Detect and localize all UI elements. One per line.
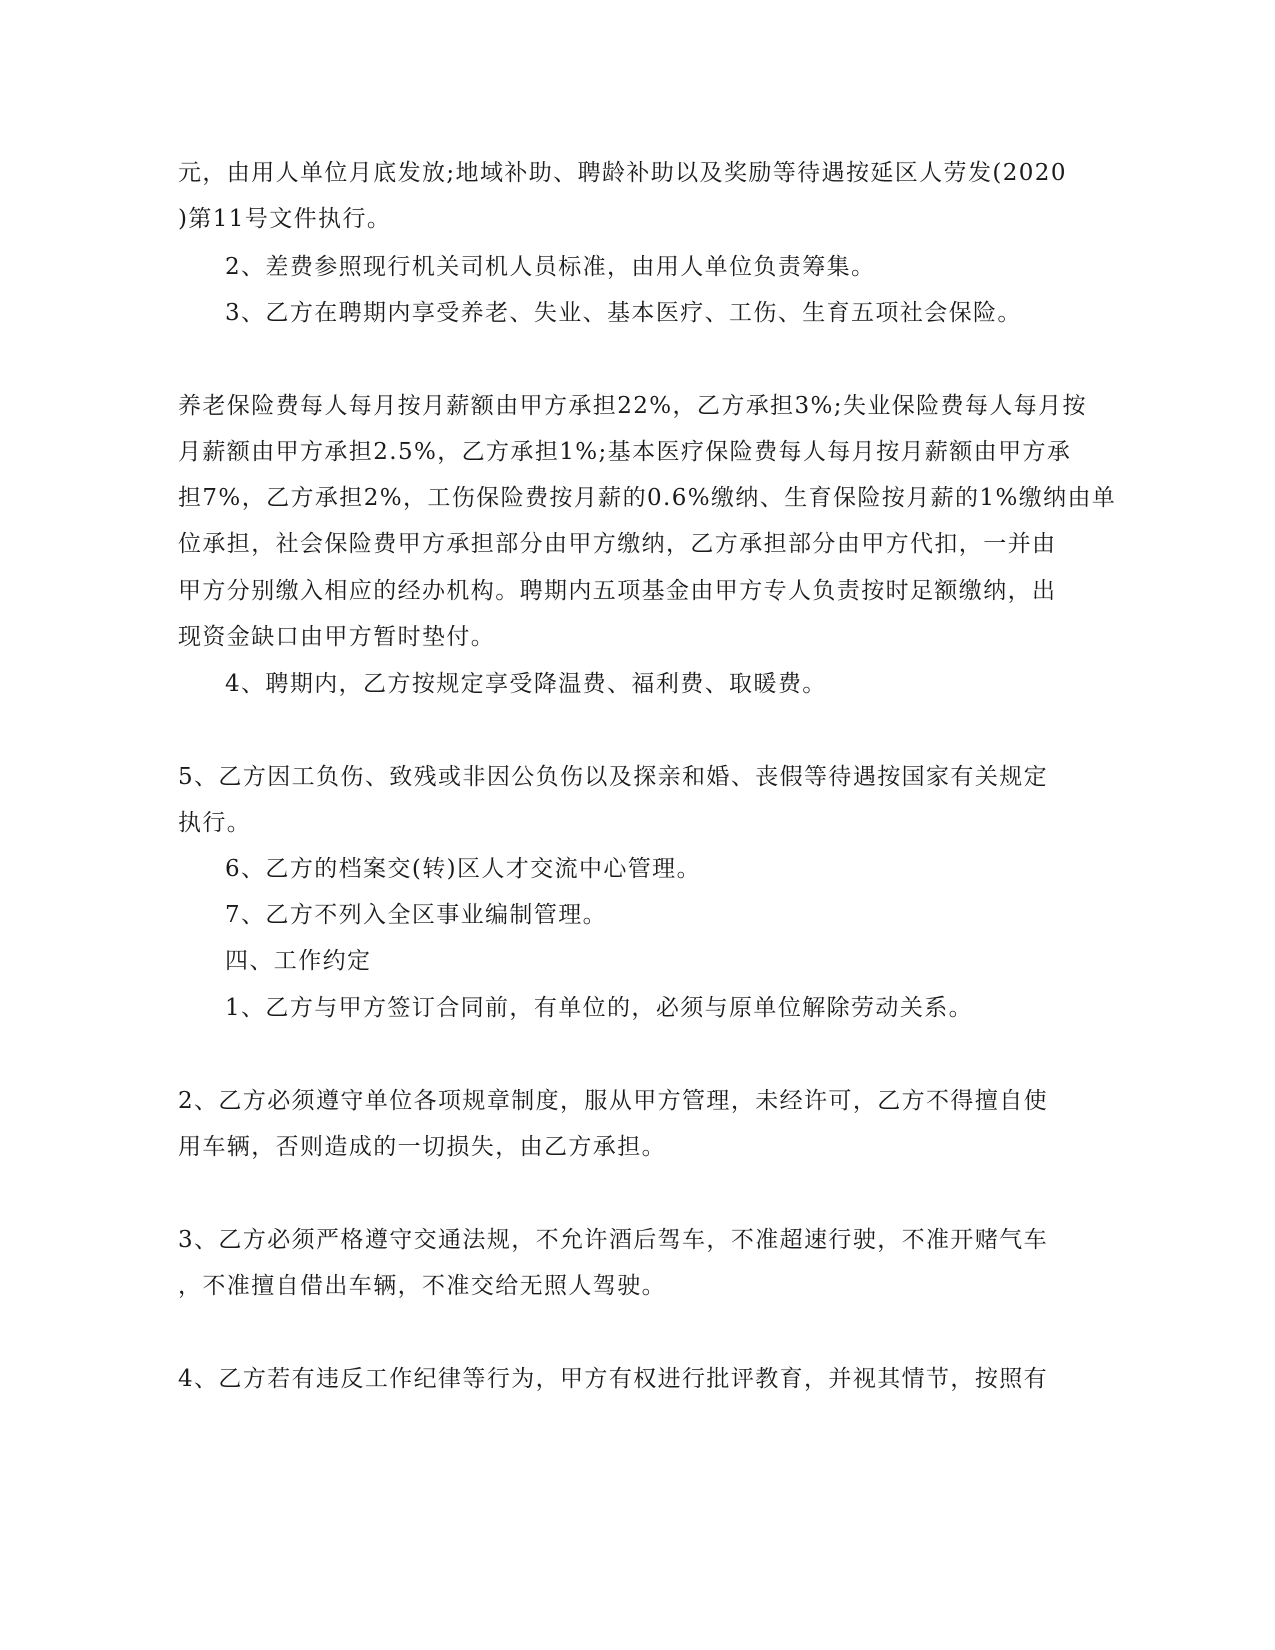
text-line: 6、乙方的档案交(转)区人才交流中心管理。 (225, 856, 701, 882)
text-line: 甲方分别缴入相应的经办机构。聘期内五项基金由甲方专人负责按时足额缴纳，出 (178, 578, 1057, 604)
text-line: 月薪额由甲方承担2.5%，乙方承担1%;基本医疗保险费每人每月按月薪额由甲方承 (178, 439, 1072, 465)
text-line: 4、聘期内，乙方按规定享受降温费、福利费、取暖费。 (225, 671, 827, 697)
text-line: )第11号文件执行。 (178, 206, 392, 232)
section-heading: 四、工作约定 (225, 948, 372, 974)
text-line: 3、乙方在聘期内享受养老、失业、基本医疗、工伤、生育五项社会保险。 (225, 300, 1022, 326)
text-line: 5、乙方因工负伤、致残或非因公负伤以及探亲和婚、丧假等待遇按国家有关规定 (178, 764, 1049, 790)
text-line: 担7%，乙方承担2%，工伤保险费按月薪的0.6%缴纳、生育保险按月薪的1%缴纳由单 (178, 485, 1117, 511)
text-line: 7、乙方不列入全区事业编制管理。 (225, 902, 608, 928)
text-line: 4、乙方若有违反工作纪律等行为，甲方有权进行批评教育，并视其情节，按照有 (178, 1366, 1049, 1392)
text-line: 执行。 (178, 810, 252, 836)
text-line: 用车辆，否则造成的一切损失，由乙方承担。 (178, 1134, 666, 1160)
text-line: 元，由用人单位月底发放;地域补助、聘龄补助以及奖励等待遇按延区人劳发(2020 (178, 160, 1067, 186)
text-line: 1、乙方与甲方签订合同前，有单位的，必须与原单位解除劳动关系。 (225, 995, 974, 1021)
text-line: 2、差费参照现行机关司机人员标准，由用人单位负责筹集。 (225, 254, 876, 280)
text-line: 3、乙方必须严格遵守交通法规，不允许酒后驾车，不准超速行驶，不准开赌气车 (178, 1227, 1049, 1253)
text-line: 养老保险费每人每月按月薪额由甲方承担22%，乙方承担3%;失业保险费每人每月按 (178, 393, 1087, 419)
text-line: 位承担，社会保险费甲方承担部分由甲方缴纳，乙方承担部分由甲方代扣，一并由 (178, 531, 1057, 557)
text-line: 2、乙方必须遵守单位各项规章制度，服从甲方管理，未经许可，乙方不得擅自使 (178, 1088, 1049, 1114)
text-line: ，不准擅自借出车辆，不准交给无照人驾驶。 (178, 1273, 666, 1299)
text-line: 现资金缺口由甲方暂时垫付。 (178, 624, 496, 650)
